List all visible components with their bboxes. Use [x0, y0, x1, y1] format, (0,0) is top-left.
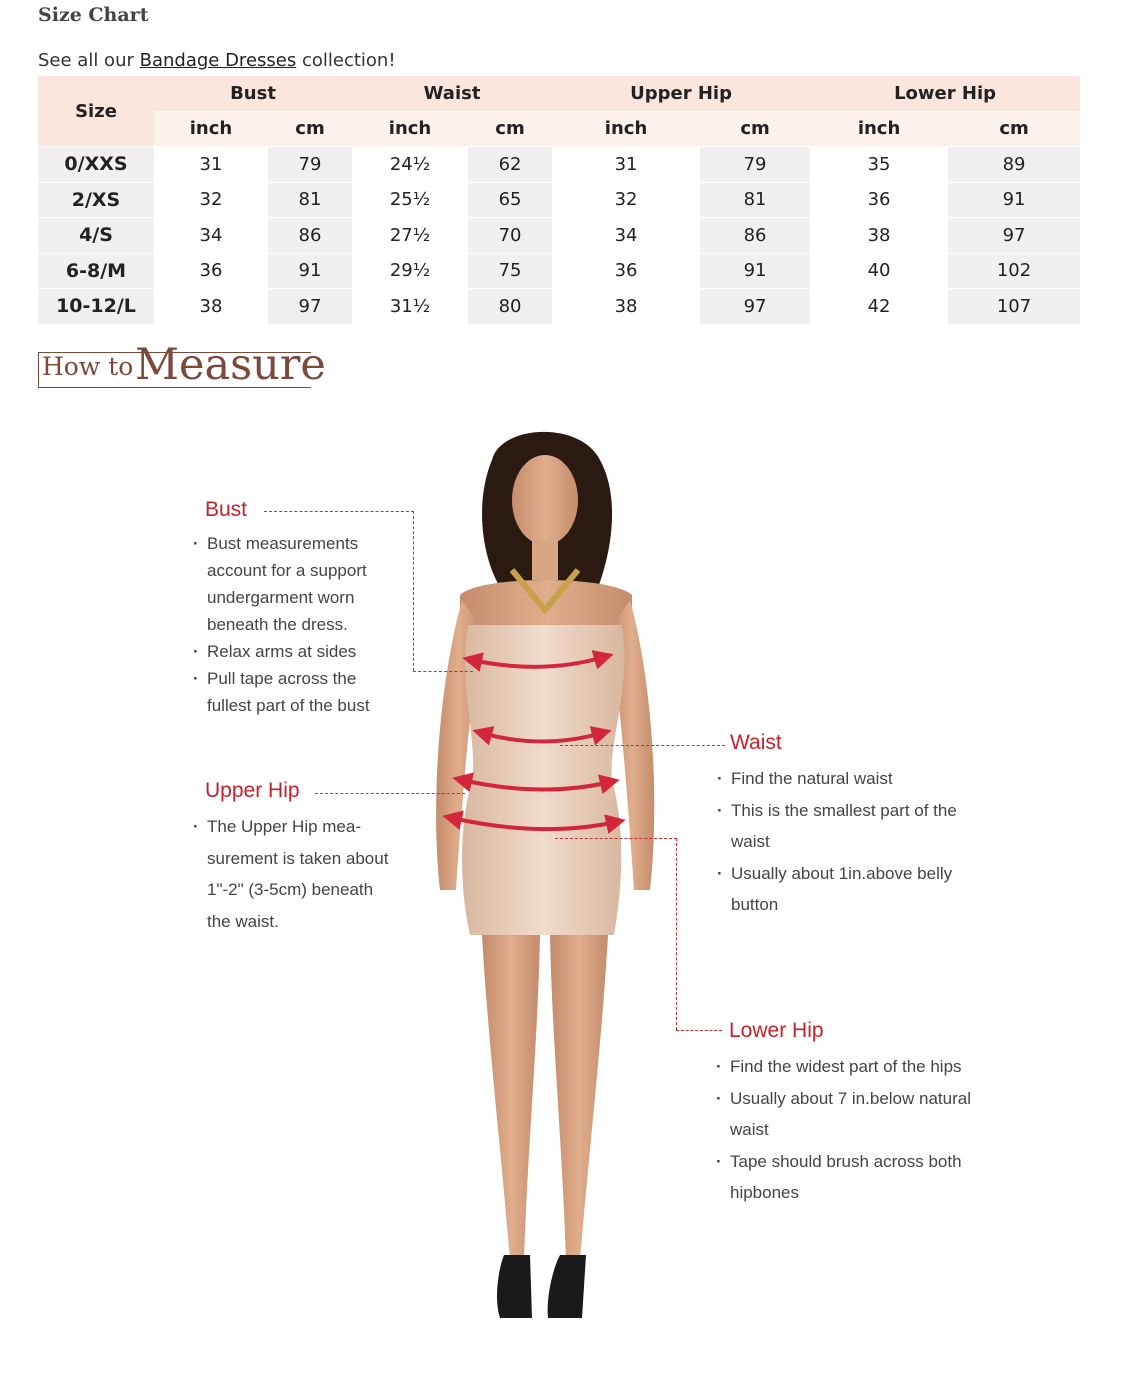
- lower-hip-header: Lower Hip: [810, 76, 1080, 112]
- unit-header: cm: [468, 112, 552, 148]
- table-row: [38, 183, 1080, 219]
- table-row: [38, 254, 1080, 290]
- bust-tip: · Bust measurements account for a support undergarment worn beneath the dress.: [193, 530, 393, 638]
- unit-header: cm: [948, 112, 1080, 148]
- measurement-cell: 35: [810, 147, 948, 183]
- waist-tip: · Usually about 1in.above belly button: [717, 858, 987, 921]
- measurement-cell: 31½: [352, 289, 468, 325]
- measurement-cell: 70: [468, 218, 552, 254]
- unit-header: inch: [352, 112, 468, 148]
- left-shoe: [497, 1255, 532, 1318]
- measurement-cell: 91: [268, 254, 352, 290]
- measurement-cell: 62: [468, 147, 552, 183]
- waist-header: Waist: [352, 76, 552, 112]
- lower-hip-tip: · Tape should brush across both hipbones: [716, 1146, 996, 1209]
- lower-hip-tip: · Usually about 7 in.below natural waist: [716, 1083, 996, 1146]
- page-title: Size Chart: [38, 4, 149, 26]
- size-cell: 6-8/M: [38, 254, 154, 290]
- size-cell: 2/XS: [38, 183, 154, 219]
- lower-hip-callout: [716, 1019, 996, 1209]
- unit-header: inch: [154, 112, 268, 148]
- waist-callout: [717, 731, 987, 921]
- measurement-cell: 40: [810, 254, 948, 290]
- waist-title: Waist: [730, 731, 782, 754]
- size-chart-table: [38, 76, 1080, 325]
- measurement-cell: 25½: [352, 183, 468, 219]
- table-row: [38, 147, 1080, 183]
- bust-tip: · Pull tape across the fullest part of the bust: [193, 665, 393, 719]
- left-leg: [482, 935, 540, 1260]
- intro-after: collection!: [301, 50, 396, 71]
- lower-hip-tip: · Find the widest part of the hips: [716, 1051, 996, 1083]
- bust-header: Bust: [154, 76, 352, 112]
- neck: [532, 540, 558, 580]
- measurement-cell: 86: [700, 218, 810, 254]
- measurement-cell: 34: [154, 218, 268, 254]
- unit-header: inch: [552, 112, 700, 148]
- dress: [462, 625, 624, 935]
- upper-hip-callout: [193, 779, 393, 937]
- measurement-cell: 38: [810, 218, 948, 254]
- upper-hip-tip: · The Upper Hip mea-surement is taken about 1"-2" (3-5cm) beneath the waist.: [193, 811, 393, 937]
- measurement-cell: 79: [268, 147, 352, 183]
- measurement-cell: 81: [700, 183, 810, 219]
- how-to-text: How to: [42, 352, 134, 381]
- measurement-cell: 32: [552, 183, 700, 219]
- right-leg: [550, 935, 608, 1260]
- measurement-cell: 97: [948, 218, 1080, 254]
- measurement-cell: 65: [468, 183, 552, 219]
- size-cell: 10-12/L: [38, 289, 154, 325]
- measurement-cell: 34: [552, 218, 700, 254]
- measurement-cell: 80: [468, 289, 552, 325]
- lower-hip-title: Lower Hip: [729, 1019, 824, 1042]
- bust-tip: · Relax arms at sides: [193, 638, 393, 665]
- measurement-cell: 36: [810, 183, 948, 219]
- measurement-cell: 97: [268, 289, 352, 325]
- intro-before: See all our: [38, 50, 134, 71]
- table-row: [38, 218, 1080, 254]
- measurement-cell: 38: [154, 289, 268, 325]
- unit-header: cm: [700, 112, 810, 148]
- measurement-cell: 29½: [352, 254, 468, 290]
- measurement-cell: 32: [154, 183, 268, 219]
- measurement-cell: 42: [810, 289, 948, 325]
- measurement-cell: 36: [154, 254, 268, 290]
- measurement-cell: 81: [268, 183, 352, 219]
- size-column-header: Size: [38, 76, 154, 147]
- lower-hip-leader-v: [676, 838, 677, 1030]
- measurement-cell: 89: [948, 147, 1080, 183]
- bust-callout: [193, 498, 393, 719]
- measurement-cell: 107: [948, 289, 1080, 325]
- bust-leader-h2: [413, 671, 473, 672]
- upper-hip-title: Upper Hip: [205, 779, 300, 802]
- unit-header: cm: [268, 112, 352, 148]
- measurement-cell: 86: [268, 218, 352, 254]
- measurement-cell: 31: [552, 147, 700, 183]
- measurement-cell: 24½: [352, 147, 468, 183]
- size-cell: 0/XXS: [38, 147, 154, 183]
- measurement-cell: 27½: [352, 218, 468, 254]
- measurement-cell: 79: [700, 147, 810, 183]
- measurement-cell: 31: [154, 147, 268, 183]
- measurement-cell: 36: [552, 254, 700, 290]
- size-cell: 4/S: [38, 218, 154, 254]
- measurement-cell: 91: [700, 254, 810, 290]
- table-row: [38, 289, 1080, 325]
- waist-tip: · Find the natural waist: [717, 763, 987, 795]
- measure-text: Measure: [135, 340, 326, 390]
- measurement-cell: 91: [948, 183, 1080, 219]
- lower-hip-leader-h: [555, 838, 677, 839]
- upper-hip-header: Upper Hip: [552, 76, 810, 112]
- model-figure: [400, 420, 700, 1340]
- bust-title: Bust: [205, 498, 248, 521]
- intro-line: [38, 50, 396, 71]
- measurement-cell: 97: [700, 289, 810, 325]
- right-shoe: [548, 1255, 586, 1318]
- bandage-dresses-link[interactable]: Bandage Dresses: [139, 50, 297, 71]
- waist-tip: · This is the smallest part of the waist: [717, 795, 987, 858]
- measurement-cell: 38: [552, 289, 700, 325]
- measurement-cell: 75: [468, 254, 552, 290]
- face: [512, 455, 578, 545]
- waist-leader: [560, 745, 725, 746]
- measurement-cell: 102: [948, 254, 1080, 290]
- unit-header-row: [38, 112, 1080, 148]
- bust-leader-v: [413, 511, 414, 671]
- unit-header: inch: [810, 112, 948, 148]
- group-header-row: [38, 76, 1080, 112]
